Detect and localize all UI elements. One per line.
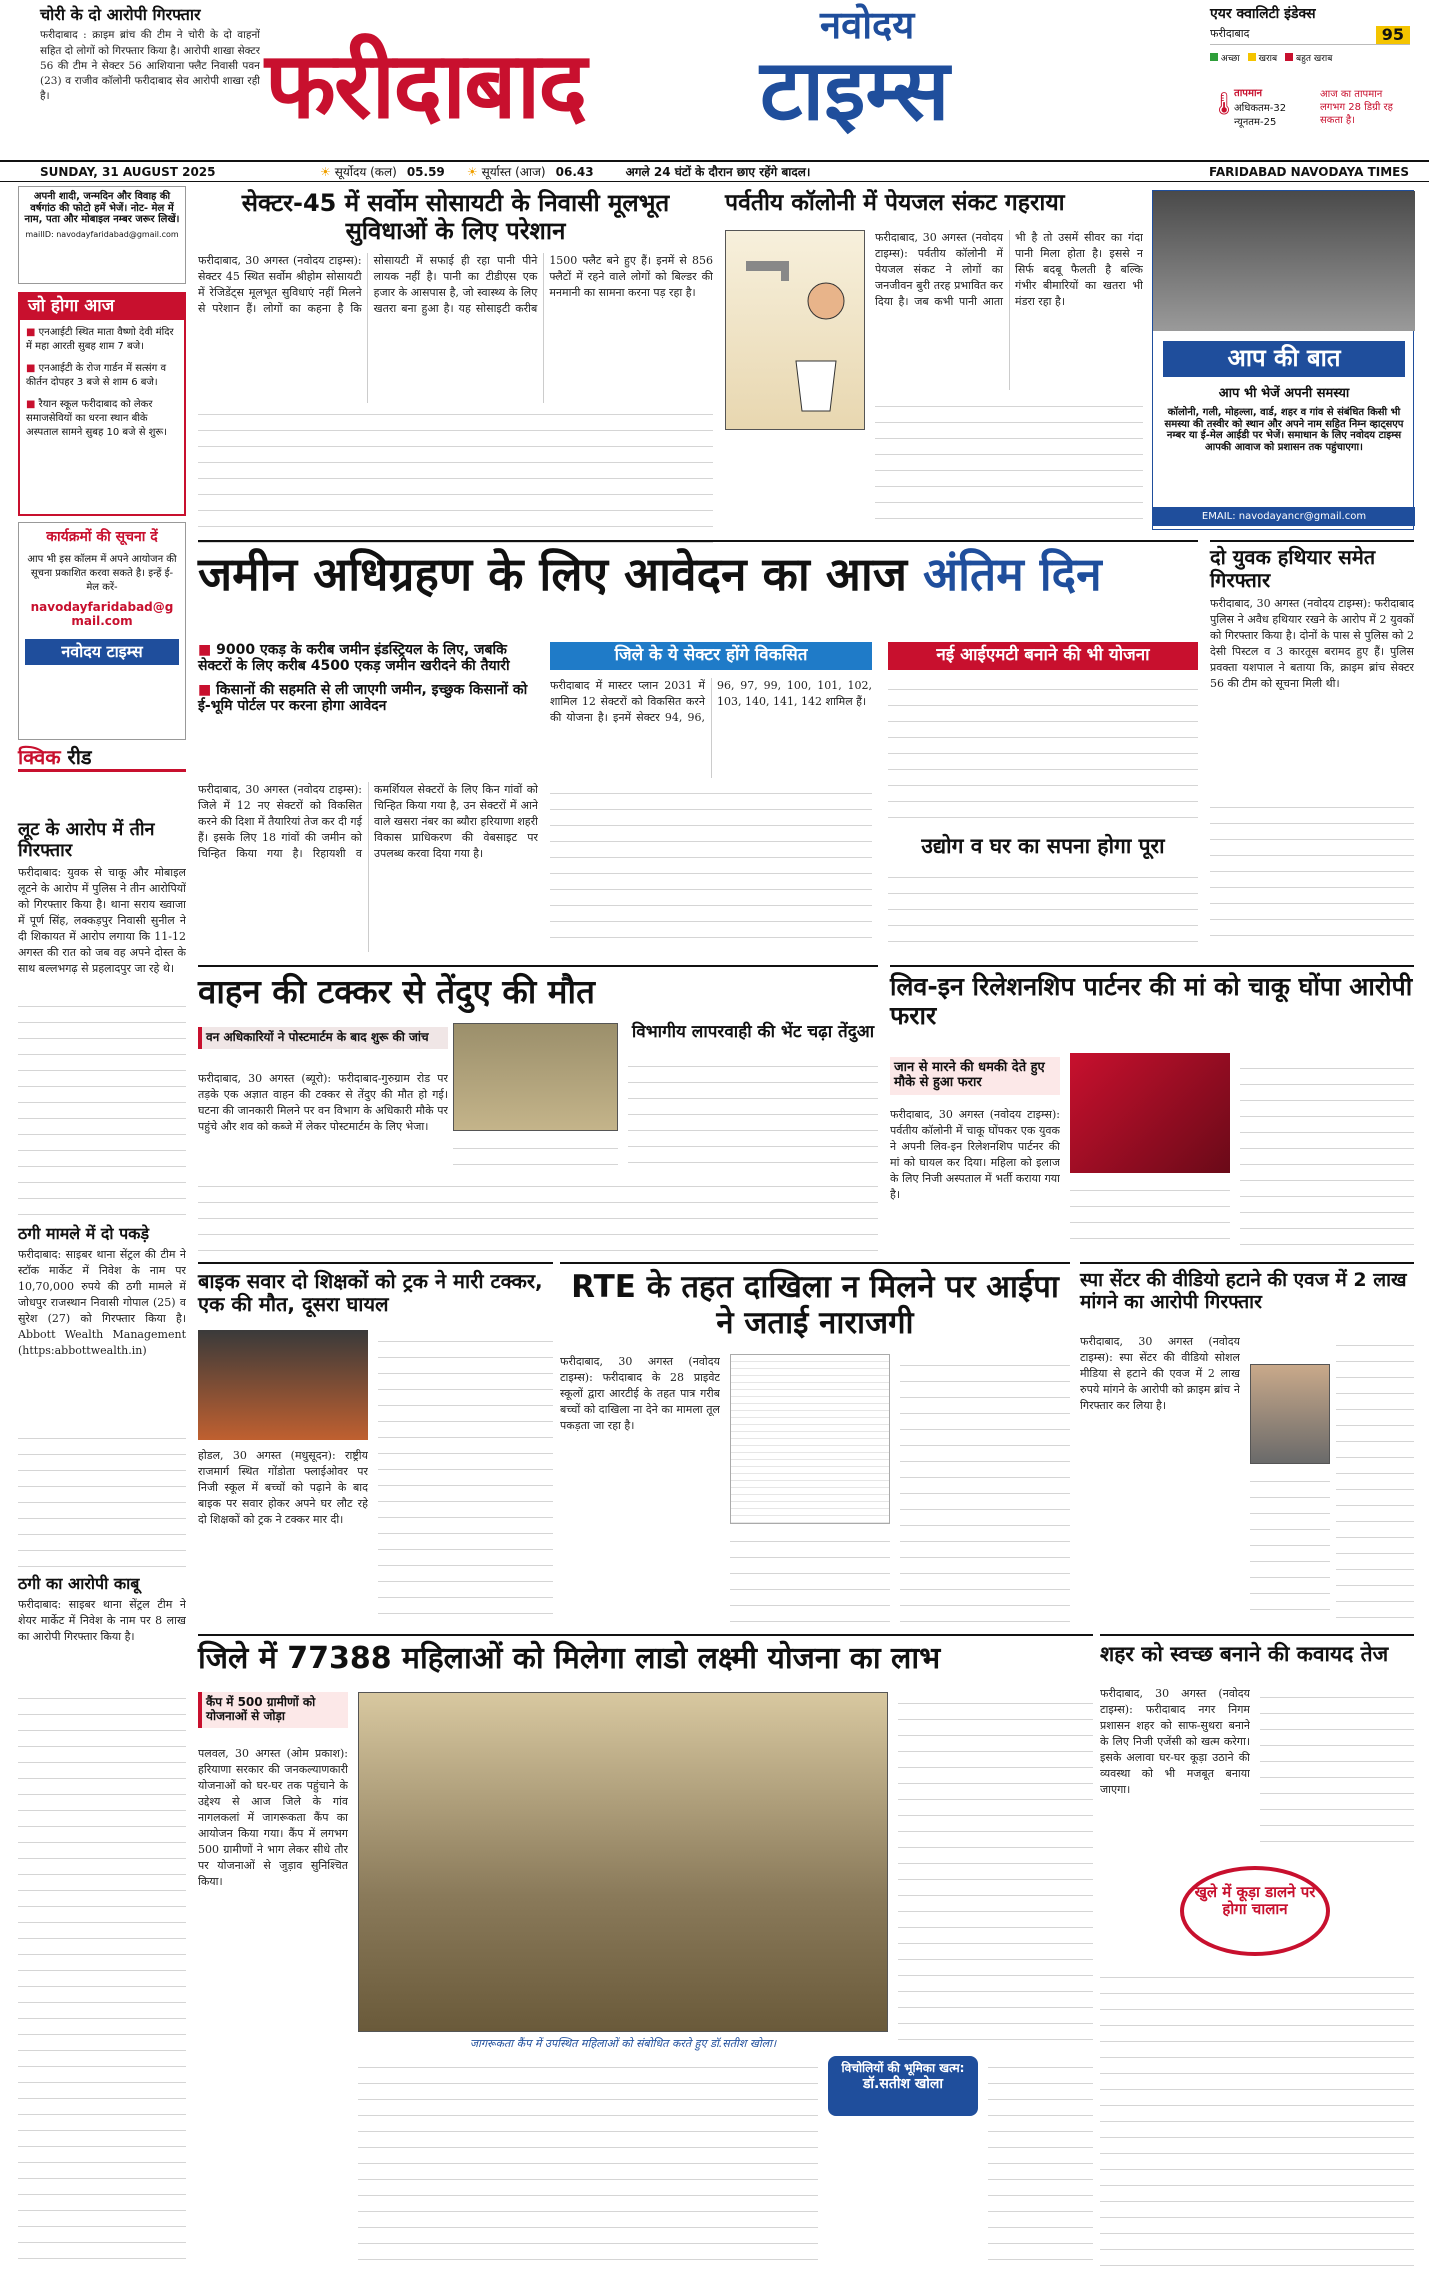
side-story-body: फरीदाबाद, 30 अगस्त (नवोदय टाइम्स): फरीदाबाद पुलिस ने अवैध हथियार रखने के आरोप में 2 युवकों को गिरफ्तार किया है। दोनों के पास से पुलिस को 2 देसी पिस्टल व 3 कारतूस बरामद हुए हैं। पुलिस प्रवक्ता यशपाल ने बताया कि, क्राइम ब्रांच सेक्टर 56 की टीम को सूचना मिली थी। (1210, 597, 1414, 690)
thagi1-body: फरीदाबाद: साइबर थाना सेंट्रल की टीम ने स्टॉक मार्केट में निवेश के नाम पर 10,70,000 रुपये की ठगी मामले में जोधपुर राजस्थान निवासी गोपाल (25) व सुरेश (27) को गिरफ्तार किया है। Abbott Wealth Management (https:abbottwealth.in) (18, 1248, 186, 1358)
camp-photo (358, 1692, 888, 2032)
masthead-left-news (40, 6, 260, 152)
livein-body: फरीदाबाद, 30 अगस्त (नवोदय टाइम्स): पर्वतीय कॉलोनी में चाकू घोंपकर एक युवक ने अपनी लिव-इन रिलेशनशिप पार्टनर की मां को घायल कर दिया। महिला को इलाज के लिए निजी अस्पताल में भर्ती कराया गया है। (890, 1108, 1060, 1201)
thagi1-story (18, 1225, 186, 1565)
bike-headline: बाइक सवार दो शिक्षकों को ट्रक ने मारी टक्कर, एक की मौत, दूसरा घायल (198, 1269, 543, 1316)
weather-widget (1210, 88, 1410, 148)
today-item-3: ■ रैयान स्कूल फरीदाबाद को लेकर समाजसेवियों का धरना स्थान बीके अस्पताल सामने सुबह 10 बजे से शुरू। (26, 398, 167, 438)
aqi-level-poor: खराब (1248, 51, 1277, 64)
spa-headline: स्पा सेंटर की वीडियो हटाने की एवज में 2 लाख मांगने का आरोपी गिरफ्तार (1080, 1269, 1407, 1313)
aap-ki-baat-box (1152, 190, 1414, 530)
leopard-story (198, 965, 878, 1255)
dateline-paper: FARIDABAD NAVODAYA TIMES (1209, 164, 1409, 179)
lead-subheadline: उद्योग व घर का सपना होगा पूरा (921, 834, 1165, 858)
sun-icon: ☀ (320, 164, 331, 179)
knife-illustration (1070, 1053, 1230, 1173)
story-sector45-headline: सेक्टर-45 में सर्वोम सोसायटी के निवासी मूलभूत सुविधाओं के लिए परेशान (241, 189, 670, 245)
sunset-icon: ☀ (466, 164, 478, 179)
lead-body: फरीदाबाद, 30 अगस्त (नवोदय टाइम्स): जिले में 12 नए सेक्टरों को विकसित करने की दिशा में तैयारियां तेज कर दी गई हैं। इसके लिए 18 गांवों की जमीन को चिन्हित किया गया है। रिहायशी व कमर्शियल सेक्टरों के लिए किन गांवों को चिन्हित किया गया है, उन सेक्टरों में आने वाले खसरा नंबर का ब्यौरा हरियाणा शहरी विकास प्राधिकरण की वेबसाइट पर उपलब्ध करवा दिया गया है। (198, 783, 538, 860)
tap-bucket-icon (726, 231, 866, 431)
aqi-widget (1210, 6, 1410, 82)
masthead-name-faridabad: फरीदाबाद (265, 32, 586, 139)
water-cartoon-image (725, 230, 865, 430)
sidebar-mail: mailID: navodayfaridabad@gmail.com (25, 229, 179, 239)
bike-body: होडल, 30 अगस्त (मधुसूदन): राष्ट्रीय राजमार्ग स्थित गोंडोता फ्लाईओवर पर निजी स्कूल में बच्चों को पढ़ाने के बाद बाइक पर सवार होकर अपने घर लौट रहे दो शिक्षकों को ट्रक ने टक्कर मार दी। (198, 1449, 368, 1526)
lead-box-imt-title: नई आईएमटी बनाने की भी योजना (888, 642, 1198, 670)
loot-headline: लूट के आरोप में तीन गिरफ्तार (18, 819, 155, 861)
today-box (18, 292, 186, 516)
livein-headline: लिव-इन रिलेशनशिप पार्टनर की मां को चाकू घोंपा आरोपी फरार (890, 972, 1413, 1030)
events-email[interactable]: navodayfaridabad@gmail.com (30, 600, 174, 628)
ladoo-quote-name: डॉ.सतीश खोला (862, 2075, 944, 2092)
sunrise-time: 05.59 (406, 164, 445, 179)
weather-min: न्यूनतम-25 (1234, 116, 1277, 128)
rte-story (560, 1262, 1070, 1627)
lead-bullets (198, 642, 538, 772)
ladoo-body: पलवल, 30 अगस्त (ओम प्रकाश): हरियाणा सरकार की जनकल्याणकारी योजनाओं को घर-घर तक पहुंचाने के उद्देश्य से आज जिले के गांव नागलकलां में जागरूकता कैंप का आयोजन किया गया। कैंप में लगभग 500 ग्रामीणों ने भाग लेकर सीधे तौर पर योजनाओं से जुड़ाव सुनिश्चित किया। (198, 1747, 348, 1888)
leopard-body: फरीदाबाद, 30 अगस्त (ब्यूरो): फरीदाबाद-गुरुग्राम रोड पर तड़के एक अज्ञात वाहन की टक्कर से तेंदुए की मौत हो गई। घटना की जानकारी मिलने पर वन विभाग के अधिकारी मौके पर पहुंचे और शव को कब्जे में लेकर पोस्टमार्टम के लिए भेजा। (198, 1072, 448, 1133)
thagi1-headline: ठगी मामले में दो पकड़े (18, 1224, 150, 1243)
story-water-headline: पर्वतीय कॉलोनी में पेयजल संकट गहराया (725, 190, 1065, 216)
accused-photo (1250, 1364, 1330, 1464)
sunrise-label: सूर्योदय (कल) (334, 165, 397, 179)
side-story-weapons (1210, 540, 1414, 960)
lead-headline: जमीन अधिग्रहण के लिए आवेदन का आज अंतिम दिन (198, 547, 1102, 601)
aap-ki-baat-title: आप की बात (1163, 341, 1405, 377)
lead-bullet-2: ■ किसानों की सहमति से ली जाएगी जमीन, इच्छुक किसानों को ई-भूमि पोर्टल पर करना होगा आवेदन (198, 682, 528, 715)
thagi2-headline: ठगी का आरोपी काबू (18, 1574, 140, 1593)
accident-illustration (198, 1330, 368, 1440)
weather-max: अधिकतम-32 (1234, 102, 1287, 114)
leopard-subheadline: विभागीय लापरवाही की भेंट चढ़ा तेंदुआ (631, 1022, 875, 1042)
protest-illustration (1153, 191, 1415, 331)
livein-tag: जान से मारने की धमकी देते हुए मौके से हुआ फरार (890, 1057, 1060, 1095)
sidebar-promo (18, 186, 186, 284)
weather-label: तापमान (1234, 88, 1263, 99)
sidebar (18, 186, 186, 806)
ladoo-tag: कैंप में 500 ग्रामीणों को योजनाओं से जोड़ा (198, 1692, 348, 1728)
lead-bullet-1: ■ 9000 एकड़ के करीब जमीन इंडस्ट्रियल के लिए, जबकि सेक्टरों के लिए करीब 4500 एकड़ जमीन खरीदने की तैयारी (198, 642, 510, 675)
ladoo-headline: जिले में 77388 महिलाओं को मिलेगा लाडो लक्ष्मी योजना का लाभ (198, 1641, 941, 1676)
rte-body: फरीदाबाद, 30 अगस्त (नवोदय टाइम्स): फरीदाबाद के 28 प्राइवेट स्कूलों द्वारा आरटीई के तहत पात्र गरीब बच्चों को दाखिला ना देने का मामला तूल पकड़ता जा रहा है। (560, 1355, 720, 1432)
dateline (0, 160, 1429, 182)
side-story-headline: दो युवक हथियार समेत गिरफ्तार (1210, 545, 1376, 592)
clean-body: फरीदाबाद, 30 अगस्त (नवोदय टाइम्स): फरीदाबाद नगर निगम प्रशासन शहर को साफ-सुथरा बनाने के लिए निजी एजेंसी को खत्म करेगा। इसके अलावा घर-घर कूड़ा उठाने की व्यवस्था को भी मजबूत बनाया जाएगा। (1100, 1687, 1250, 1796)
today-item-1: ■ एनआईटी स्थित माता वैष्णो देवी मंदिर में महा आरती सुबह शाम 7 बजे। (26, 326, 174, 352)
aqi-title: एयर क्वालिटी इंडेक्स (1210, 6, 1316, 22)
ladoo-story (198, 1634, 1093, 2274)
leopard-tag: वन अधिकारियों ने पोस्टमार्टम के बाद शुरू की जांच (198, 1027, 448, 1049)
sunset-label: सूर्यास्त (आज) (481, 165, 546, 179)
ladoo-quote-label: विचोलियों की भूमिका खत्म: (841, 2061, 965, 2075)
livein-story (890, 965, 1414, 1255)
loot-body: फरीदाबाद: युवक से चाकू और मोबाइल लूटने के आरोप में पुलिस ने तीन आरोपियों को गिरफ्तार किया है। थाना सराय ख्वाजा में पूर्ण सिंह, लक्कड़पुर निवासी सुनील ने दी शिकायत में आरोप लगाया कि 11-12 अगस्त की रात को जब वह अपने दोस्त के साथ बल्लभगढ़ से प्रहलादपुर जा रहे थे। (18, 866, 186, 975)
sidebar-promo-text: अपनी शादी, जन्मदिन और विवाह की वर्षगांठ की फोटो हमें भेजें। नोट- मेल में नाम, पता और मोबाइल नम्बर जरूर लिखें। (24, 191, 180, 225)
sidebar-brand-logo: नवोदय टाइम्स (25, 639, 179, 665)
leopard-headline: वाहन की टक्कर से तेंदुए की मौत (198, 972, 595, 1011)
aap-ki-baat-body: कॉलोनी, गली, मोहल्ला, वार्ड, शहर व गांव से संबंधित किसी भी समस्या की तस्वीर को स्थान और अपने नाम सहित निम्न व्हाट्सएप नम्बर या ई-मेल आईडी पर भेजें। समाधान के लिए नवोदय टाइम्स आपकी आवाज को प्रशासन तक पहुंचाएगा। (1164, 407, 1404, 453)
lead-box-sectors-title: जिले के ये सेक्टर होंगे विकसित (550, 642, 872, 670)
aqi-level-good: अच्छा (1210, 51, 1240, 64)
weather-note: आज का तापमान लगभग 28 डिग्री रह सकता है। (1320, 89, 1393, 126)
dateline-forecast: अगले 24 घंटों के दौरान छाए रहेंगे बादल। (625, 165, 811, 179)
masthead (0, 0, 1429, 158)
masthead-name-navoday: नवोदय (820, 3, 915, 47)
rte-letter-image (730, 1354, 890, 1524)
spa-story (1080, 1262, 1414, 1627)
aqi-level-very-poor: बहुत खराब (1285, 51, 1332, 64)
camp-photo-caption: जागरूकता कैंप में उपस्थित महिलाओं को संबोधित करते हुए डॉ.सतीश खोला। (469, 2037, 777, 2050)
story-sector45 (198, 190, 713, 530)
leopard-photo (453, 1023, 618, 1131)
story-sector45-body: फरीदाबाद, 30 अगस्त (नवोदय टाइम्स): सेक्टर 45 स्थित सर्वोम श्रीहोम सोसायटी में रेजिडेंट्स मूलभूत सुविधाएं नहीं मिलने से परेशान हैं। लोगों का कहना है कि सोसायटी में सफाई ही रहा पानी पीने लायक नहीं है। पानी का टीडीएस एक हजार के आसपास है, जो स्वास्थ्य के लिए खतरा बना हुआ है। यह सोसाइटी करीब 1500 फ्लैट बने हुए हैं। इनमें से 856 फ्लैटों में रहने वाले लोगों को बिल्डर की मनमानी का सामना करना पड़ रहा है। (198, 254, 713, 315)
thagi2-story (18, 1575, 186, 2265)
sunset-time: 06.43 (555, 164, 594, 179)
masthead-name-times: टाइम्स (760, 41, 950, 139)
clean-story (1100, 1634, 1414, 2274)
aap-ki-baat-email[interactable]: EMAIL: navodayancr@gmail.com (1153, 507, 1415, 526)
dateline-date: SUNDAY, 31 AUGUST 2025 (40, 164, 216, 179)
clean-stamp: खुले में कूड़ा डालने पर होगा चालान (1180, 1866, 1330, 1956)
lead-story (198, 540, 1198, 960)
story-water-body: फरीदाबाद, 30 अगस्त (नवोदय टाइम्स): पर्वतीय कॉलोनी में पेयजल संकट ने लोगों का जनजीवन बुरी तरह प्रभावित कर दिया है। जब कभी पानी आता भी है तो उसमें सीवर का गंदा पानी मिला होता है। इससे न सिर्फ बदबू फैलती है बल्कि गंभीर बीमारियों का खतरा भी मंडरा रहा है। (875, 231, 1143, 308)
aqi-value: 95 (1376, 26, 1410, 44)
events-title: कार्यक्रमों की सूचना दें (46, 529, 158, 545)
clean-headline: शहर को स्वच्छ बनाने की कवायद तेज (1100, 1642, 1389, 1666)
rte-headline: RTE के तहत दाखिला न मिलने पर आईपा ने जताई नाराजगी (571, 1269, 1059, 1341)
spa-body: फरीदाबाद, 30 अगस्त (नवोदय टाइम्स): स्पा सेंटर की वीडियो सोशल मीडिया से हटाने की एवज में 2 लाख रुपये मांगने के आरोपी को क्राइम ब्रांच ने गिरफ्तार कर लिया है। (1080, 1335, 1240, 1412)
events-box (18, 522, 186, 740)
aap-ki-baat-sub: आप भी भेजें अपनी समस्या (1218, 386, 1350, 401)
today-item-2: ■ एनआईटी के रोज गार्डन में सत्संग व कीर्तन दोपहर 3 बजे से शाम 6 बजे। (26, 362, 167, 388)
thermometer-icon: 🌡 (1210, 92, 1238, 117)
ladoo-quote-box (828, 2056, 978, 2116)
quick-read-label: क्विक रीड (18, 746, 186, 772)
loot-story (18, 820, 186, 1220)
bike-story (198, 1262, 553, 1627)
masthead-left-news-title: चोरी के दो आरोपी गिरफ्तार (40, 5, 201, 24)
events-body: आप भी इस कॉलम में अपने आयोजन की सूचना प्रकाशित करवा सकते है। इन्हें ई-मेल करें- (27, 554, 177, 594)
masthead-left-news-body: फरीदाबाद : क्राइम ब्रांच की टीम ने चोरी के दो वाहनों सहित दो लोगों को गिरफ्तार किया है। आरोपी शाखा सेक्टर 56 की टीम ने सेक्टर 56 आशियाना फ्लैट निवासी पवन (23) व राजीव कॉलोनी फरीदाबाद सेव आरोपी शाखा रही है। (40, 29, 260, 103)
aqi-city: फरीदाबाद (1210, 27, 1250, 41)
today-title: जो होगा आज (20, 294, 184, 320)
lead-sectors-body: फरीदाबाद में मास्टर प्लान 2031 में शामिल 12 सेक्टरों को विकसित करने की योजना है। इनमें सेक्टर 94, 96, 96, 97, 99, 100, 101, 102, 103, 140, 141, 142 शामिल हैं। (550, 679, 872, 724)
story-water (725, 190, 1143, 530)
thagi2-body: फरीदाबाद: साइबर थाना सेंट्रल टीम ने शेयर मार्केट में निवेश के नाम पर 8 लाख का आरोपी गिरफ्तार किया है। (18, 1598, 186, 1644)
